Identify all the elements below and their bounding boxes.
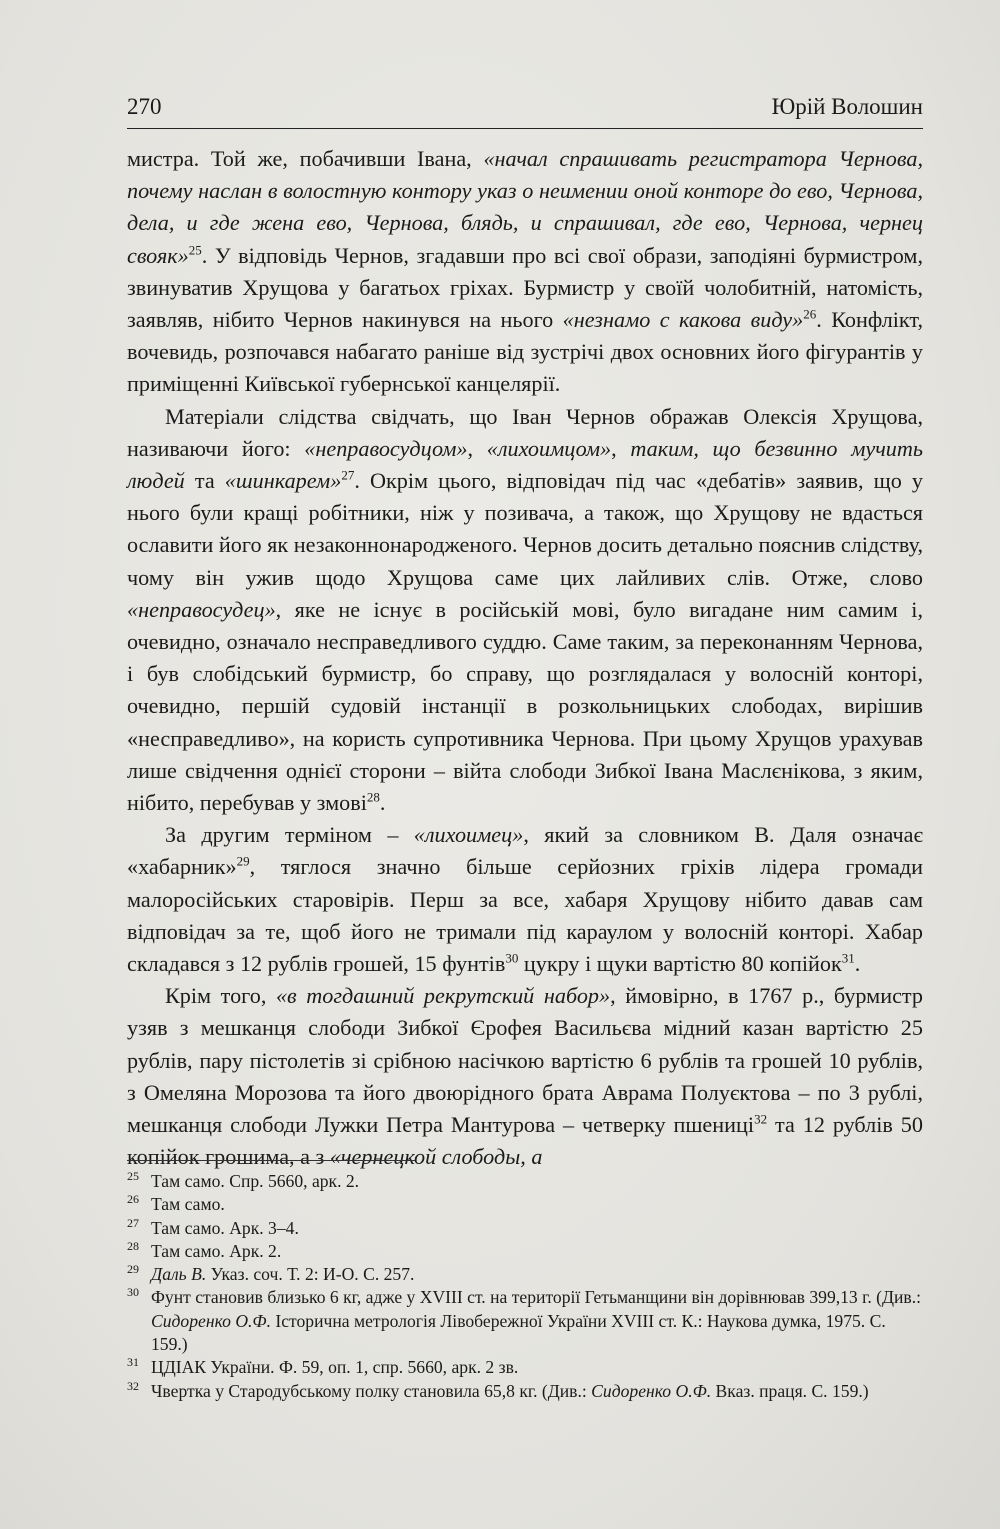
paragraph — [127, 401, 923, 820]
text-run: Вказ. праця. С. 159.) — [711, 1380, 869, 1401]
footnote-number-sup: 31 — [127, 1355, 139, 1370]
footnote — [127, 1217, 923, 1240]
footnote-number-sup: 32 — [127, 1378, 139, 1393]
footnote-number-sup: 28 — [127, 1239, 139, 1254]
footnote — [127, 1263, 923, 1286]
italic-quote: Даль В. — [151, 1264, 207, 1285]
text-run: . Конфлікт, вочевидь, розпочався набагато раніше від зустрічі двох основних його фігурантів у приміщенні Київської губернської канцелярії. — [127, 307, 923, 397]
footnote — [127, 1286, 923, 1356]
text-run: Фунт становив близько 6 кг, адже у XVIII ст. на території Гетьманщини він дорівнював 399,13 г. (Див.: — [151, 1287, 922, 1308]
footnote-number — [127, 1193, 151, 1216]
italic-quote: «неправосудцом» — [304, 435, 468, 461]
italic-quote: «неправосудец» — [127, 596, 276, 622]
text-run: , який за словником В. Даля означає «хабарник» — [127, 822, 923, 880]
text-run: ЦДІАК України. Ф. 59, оп. 1, спр. 5660, арк. 2 зв. — [151, 1357, 519, 1378]
footnote-number — [127, 1217, 151, 1240]
footnote-number-sup: 27 — [127, 1215, 139, 1230]
paragraph — [127, 980, 923, 1173]
footnote-ref: 29 — [236, 854, 250, 870]
text-run: Там само. — [151, 1194, 225, 1215]
footnote-number — [127, 1240, 151, 1263]
footnote-number-sup: 30 — [127, 1285, 139, 1300]
italic-quote: «незнамо с какова виду» — [562, 307, 804, 333]
paragraph — [127, 143, 923, 401]
text-run: . Окрім цього, відповідач під час «дебатів» заявив, що у нього були кращі робітники, ніж у позивача, а також, що Хрущову не вдасться ославити його як незаконнонародженого. Чернов досить детально пояснив слідству, чому він ужив щодо Хрущова саме цих лайливих слів. Отже, слово — [127, 468, 923, 590]
italic-quote: «лихоимцом» — [486, 435, 612, 461]
footnote-number — [127, 1170, 151, 1193]
text-run: За другим терміном – — [165, 822, 414, 848]
text-run: . У відповідь Чернов, згадавши про всі свої образи, заподіяні бурмистром, звинуватив Хрущова у багатьох гріхах. Бурмистр у своїй чолобитній, натомість, заявляв, нібито Чернов накинувся на нього — [127, 242, 923, 333]
footnote-number — [127, 1356, 151, 1379]
italic-quote: «лихоимец» — [413, 822, 524, 848]
italic-quote: «начал спрашивать регистратора Чернова, почему наслан в волостную контору указ о неимении оной конторе до ево, Чернова, дела, и где жена ево, Чернова, блядь, и спрашивал, где ево, Чернова, чернец свояк» — [127, 146, 923, 268]
text-run: Указ. соч. Т. 2: И-О. С. 257. — [206, 1264, 415, 1285]
page-number: 270 — [127, 94, 162, 119]
italic-quote: Сидоренко О.Ф. — [591, 1380, 712, 1401]
text-run: Там само. Арк. 2. — [151, 1240, 282, 1261]
paragraph — [127, 819, 923, 980]
text-run: , ймовірно, в 1767 р., бурмистр узяв з мешканця слободи Зибкої Єрофея Васильєва мідний казан вартістю 25 рублів, пару пістолетів зі срібною насічкою вартістю 6 рублів та грошей 10 рублів, з Омеляна Морозова та його двоюрідного брата Аврама Полуєктова – по 3 рублі, мешканця слободи Лужки Петра Мантурова – четверку пшениці — [127, 983, 923, 1138]
footnote-number — [127, 1286, 151, 1309]
footnote-ref: 28 — [366, 789, 380, 805]
text-run: мистра. Той же, побачивши Івана, — [127, 146, 484, 171]
footnote-number — [127, 1263, 151, 1286]
text-run: та — [184, 468, 225, 494]
footnotes — [127, 1170, 923, 1403]
footnote-ref: 25 — [188, 242, 202, 258]
footnote — [127, 1170, 923, 1193]
text-run: Там само. Арк. 3–4. — [151, 1217, 299, 1238]
footnote — [127, 1193, 923, 1216]
footnote-number-sup: 26 — [127, 1192, 139, 1207]
italic-quote: «в тогдашний рекрутский набор» — [275, 983, 611, 1009]
footnote — [127, 1240, 923, 1263]
text-run: . — [379, 790, 386, 816]
main-text — [127, 143, 923, 1174]
footnote-number — [127, 1380, 151, 1403]
italic-quote: «чернецкой слободы, а — [329, 1144, 543, 1170]
text-run: , — [467, 435, 487, 461]
text-run: Крім того, — [165, 983, 276, 1009]
italic-quote: таким, що безвинно мучить людей — [127, 435, 923, 494]
footnote — [127, 1380, 923, 1403]
footnote-ref: 26 — [803, 306, 817, 322]
text-run: Історична метрологія Лівобережної України XVIII ст. К.: Наукова думка, 1975. С. 159.) — [151, 1310, 886, 1355]
text-run: Матеріали слідства свідчать, що Іван Чернов ображав Олексія Хрущова, називаючи його: — [127, 403, 923, 461]
text-run: цукру і щуки вартістю 80 копійок — [518, 951, 842, 977]
text-run: . — [854, 951, 861, 977]
footnote-ref: 32 — [754, 1111, 768, 1127]
text-run: , яке не існує в російській мові, було вигадане ним самим і, очевидно, означало несправедливого суддю. Саме таким, за переконанням Чернова, і був слобідський бурмистр, бо справу, що розглядалася у волосній конторі, очевидно, першій судовій інстанції в розкольницьких слободах, вирішив «несправедливо», на користь супротивника Чернова. При цьому Хрущов урахував лише свідчення однієї сторони – війта слободи Зибкої Івана Маслєнікова, з яким, нібито, перебував у змові — [127, 596, 923, 816]
text-run: , — [611, 435, 631, 461]
footnote-ref: 27 — [341, 467, 355, 483]
footnote-number-sup: 25 — [127, 1169, 139, 1184]
footnote-number-sup: 29 — [127, 1262, 139, 1277]
running-header — [127, 92, 923, 129]
footnote — [127, 1356, 923, 1379]
footnote-separator — [127, 1160, 415, 1161]
italic-quote: «шинкарем» — [224, 468, 342, 494]
footnote-ref: 31 — [841, 950, 855, 966]
text-run: та 12 рублів 50 копійок грошима, а з — [127, 1112, 923, 1170]
text-run: , тяглося значно більше серйозних гріхів лідера громади малоросійських старовірів. Перш за все, хабаря Хрущову нібито давав сам відповідач за те, щоб його не тримали під караулом у волосній конторі. Хабар складався з 12 рублів грошей, 15 фунтів — [127, 854, 923, 977]
running-head-author: Юрій Волошин — [771, 94, 923, 119]
text-run: Чвертка у Стародубському полку становила 65,8 кг. (Див.: — [151, 1380, 592, 1401]
text-run: Там само. Спр. 5660, арк. 2. — [151, 1171, 360, 1191]
footnote-ref: 30 — [505, 950, 519, 966]
italic-quote: Сидоренко О.Ф. — [151, 1310, 271, 1331]
